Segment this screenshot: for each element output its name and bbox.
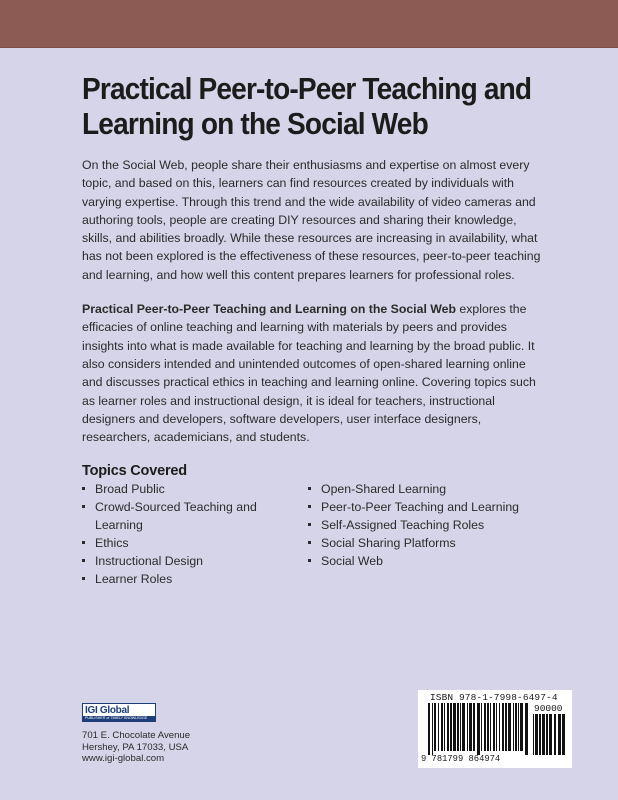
address-city: Hershey, PA 17033, USA xyxy=(82,741,189,753)
topics-column-left xyxy=(82,480,308,588)
back-cover-content xyxy=(82,72,542,479)
description-paragraph-1: On the Social Web, people share their enthusiasms and expertise on almost every topic, and based on this, learners can find resources created by individuals with varying expertise. Through this trend and the wide availability of video cameras and authoring tools, people are creating DIY resources and sharing their knowledge, skills, and abilities broadly. While these resources are increasing in availability, what has not been explored is the effectiveness of these resources, peer-to-peer teaching and learning, and how well this content prepares learners for professional roles. xyxy=(82,158,541,282)
address-street: 701 E. Chocolate Avenue xyxy=(82,730,191,741)
barcode-bar xyxy=(525,703,528,755)
description-paragraph-2-text: explores the efficacies of online teaching and learning with materials by peers and provides insights into what is made available for teaching and learning by the broad public. It also considers intended and unintended outcomes of open-shared learning online and discusses practical ethics in teaching and learning online. Covering topics such as learner roles and instructional design, it is ideal for teachers, instructional designers and developers, software developers, user interface designers, researchers, academicians, and students. xyxy=(82,302,536,445)
barcode-bar xyxy=(502,703,504,751)
book-title: Practical Peer-to-Peer Teaching and Learning on the Social Web xyxy=(82,72,532,141)
barcode-bar xyxy=(542,714,545,755)
addon-barcode-bars-icon xyxy=(533,714,565,755)
barcode-bar xyxy=(441,703,443,751)
barcode-bar xyxy=(457,703,459,751)
barcode-bar xyxy=(549,714,552,755)
barcode-bar xyxy=(432,703,433,755)
barcode-bar xyxy=(490,703,491,751)
publisher-address xyxy=(82,730,282,765)
barcode-bar xyxy=(462,703,465,751)
publisher-block xyxy=(82,703,282,765)
barcode-bar xyxy=(535,714,538,755)
barcode-bars-icon xyxy=(428,703,528,755)
topics-column-right xyxy=(308,480,552,588)
barcode-bar xyxy=(469,703,472,751)
barcode-bar xyxy=(499,703,500,751)
barcode-bar xyxy=(434,703,436,751)
price-code: 90000 xyxy=(534,703,563,714)
logo-tagline: PUBLISHER of TIMELY KNOWLEDGE xyxy=(83,716,155,721)
barcode-bar xyxy=(546,714,548,755)
barcode-bar xyxy=(562,714,565,755)
topic-item: Open-Shared Learning xyxy=(308,480,552,498)
barcode-bar xyxy=(518,703,519,751)
igi-global-logo xyxy=(82,703,156,722)
barcode-bar xyxy=(533,714,534,755)
barcode-bar xyxy=(477,703,480,755)
barcode-bar xyxy=(438,703,439,751)
barcode-bar xyxy=(487,703,489,751)
topic-item: Peer-to-Peer Teaching and Learning xyxy=(308,498,552,516)
topic-item: Instructional Design xyxy=(82,552,308,570)
barcode-bar xyxy=(558,714,561,755)
barcode-bar xyxy=(484,703,486,751)
barcode-bar xyxy=(444,703,445,751)
topics-heading: Topics Covered xyxy=(82,463,187,480)
barcode-bar xyxy=(515,703,517,751)
isbn-text: ISBN 978-1-7998-6497-4 xyxy=(430,692,558,703)
barcode-bar xyxy=(467,703,468,751)
barcode-bar xyxy=(554,714,556,755)
logo-wordmark: IGI Global xyxy=(85,705,130,716)
isbn-barcode xyxy=(418,690,572,768)
barcode-bar xyxy=(513,703,514,751)
topic-item: Learner Roles xyxy=(82,570,308,588)
barcode-bar xyxy=(453,703,456,751)
topics-list xyxy=(82,480,552,588)
barcode-bar xyxy=(473,703,475,751)
barcode-bar xyxy=(493,703,495,751)
barcode-bar xyxy=(428,703,430,755)
barcode-bar xyxy=(447,703,449,751)
publisher-website[interactable]: www.igi-global.com xyxy=(82,753,165,764)
topic-item: Self-Assigned Teaching Roles xyxy=(308,516,552,534)
barcode-bar xyxy=(505,703,507,751)
topic-item: Social Sharing Platforms xyxy=(308,534,552,552)
barcode-bar xyxy=(450,703,452,751)
topic-item: Crowd-Sourced Teaching and Learning xyxy=(82,498,308,534)
barcode-bar xyxy=(481,703,482,751)
top-color-band xyxy=(0,0,618,48)
topic-item: Broad Public xyxy=(82,480,308,498)
barcode-digits: 9 781799 864974 xyxy=(421,754,501,764)
barcode-bar xyxy=(520,703,523,751)
barcode-bar xyxy=(508,703,511,751)
topic-item: Ethics xyxy=(82,534,308,552)
barcode-bar xyxy=(460,703,461,751)
description-paragraph-2 xyxy=(82,300,542,446)
barcode-bar xyxy=(539,714,541,755)
description-book-title: Practical Peer-to-Peer Teaching and Learning on the Social Web xyxy=(82,302,457,317)
topic-item: Social Web xyxy=(308,552,552,570)
barcode-bar xyxy=(496,703,497,751)
